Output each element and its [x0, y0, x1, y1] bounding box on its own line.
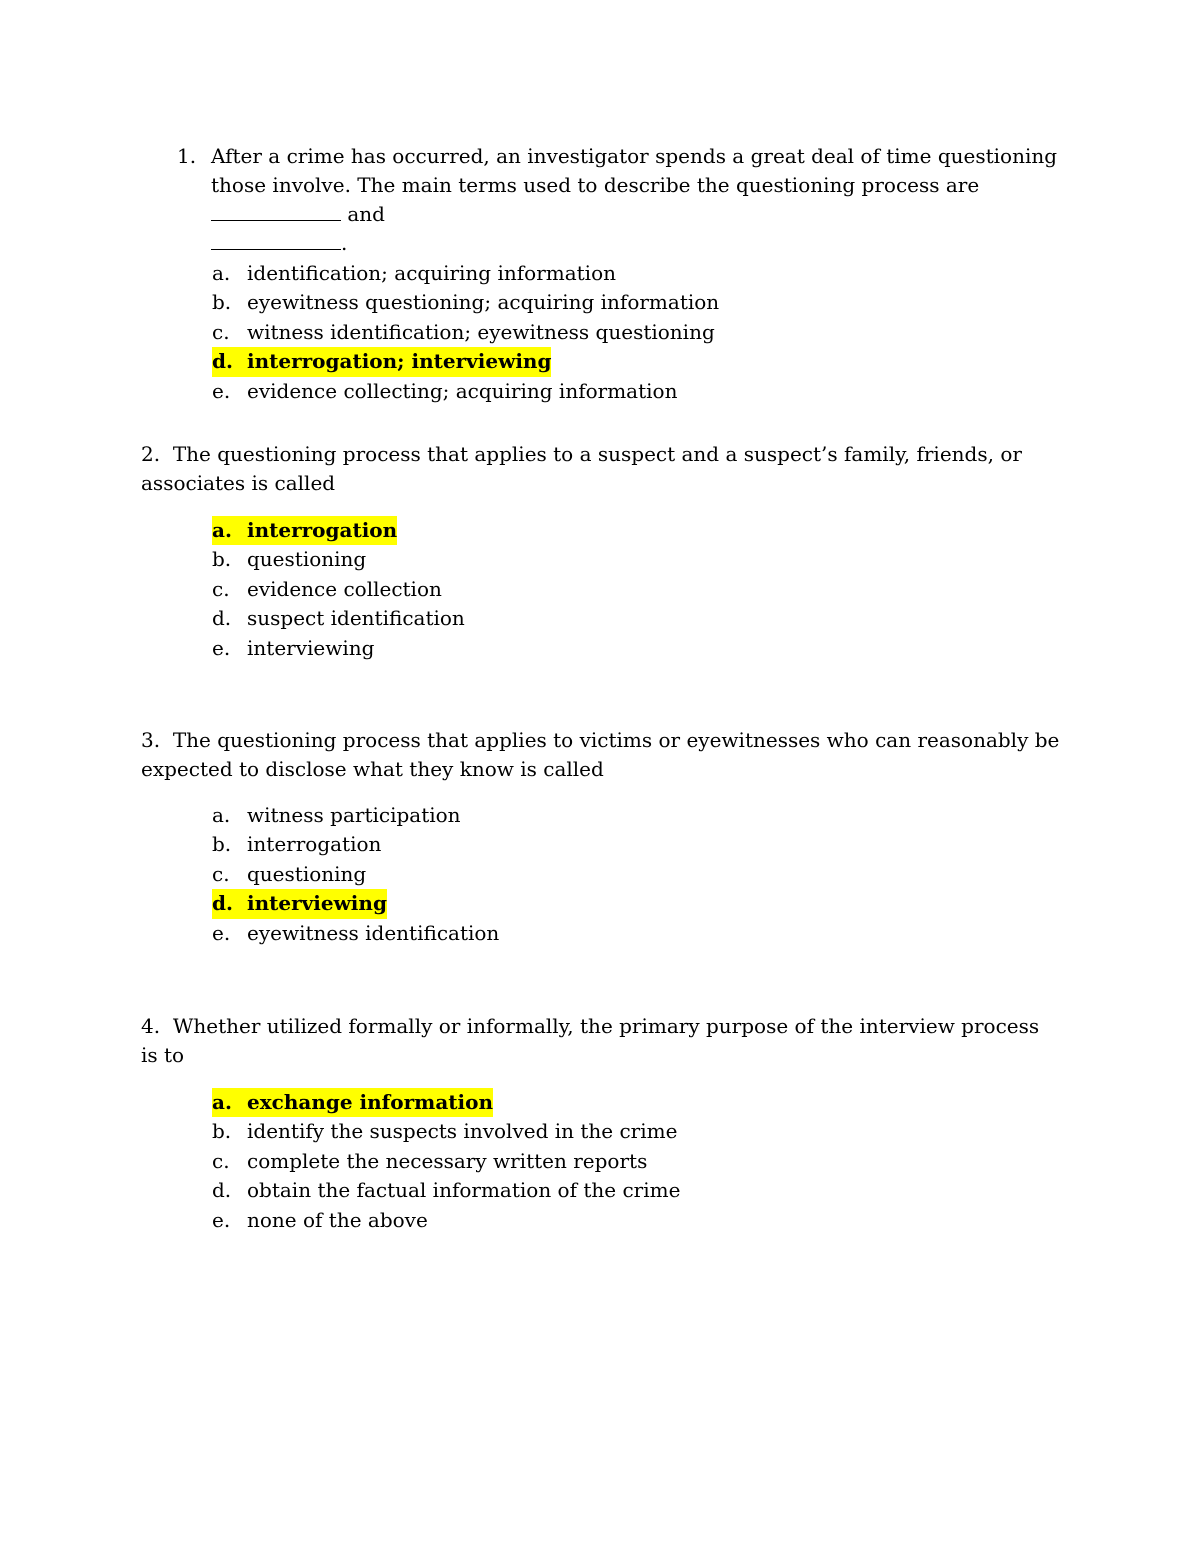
option-letter: d. [212, 889, 247, 918]
answer-option [212, 545, 1061, 574]
answer-option [212, 860, 1061, 889]
answer-option [212, 575, 1061, 604]
option-text: questioning [247, 547, 367, 572]
option-letter: a. [212, 516, 247, 545]
answer-blank [211, 200, 341, 221]
option-letter: e. [212, 920, 231, 945]
option-text: exchange information [247, 1088, 493, 1117]
answer-option [212, 634, 1061, 663]
question-text-part: and [341, 202, 385, 226]
option-text: interrogation [247, 832, 382, 857]
option-text: evidence collecting; acquiring information [247, 378, 678, 403]
answer-option [212, 919, 1061, 948]
option-letter: c. [212, 861, 230, 886]
option-letter: c. [212, 319, 230, 344]
question-text: The questioning process that applies to a suspect and a suspect’s family, friends, or associates is called [141, 442, 1022, 495]
question-number: 1. [177, 144, 197, 168]
answer-option [212, 516, 1061, 545]
option-text: identification; acquiring information [247, 261, 616, 285]
question-text: The questioning process that applies to victims or eyewitnesses who can reasonably be expected to disclose what they know is called [141, 728, 1060, 781]
option-text: obtain the factual information of the crime [247, 1178, 681, 1203]
question-4-stem [141, 1012, 1061, 1070]
option-text: identify the suspects involved in the crime [247, 1119, 678, 1144]
options-list [141, 259, 1061, 406]
option-text: interviewing [247, 635, 375, 660]
question-2-stem [141, 440, 1061, 498]
option-text: none of the above [247, 1207, 428, 1232]
answer-option [212, 1206, 1061, 1235]
option-text: interviewing [247, 889, 387, 918]
answer-option [212, 1147, 1061, 1176]
option-text: witness identification; eyewitness questioning [247, 319, 715, 344]
answer-option [212, 318, 1061, 347]
option-letter: b. [212, 1119, 232, 1144]
options-list [141, 516, 1061, 663]
option-text: suspect identification [247, 606, 465, 631]
option-letter: e. [212, 1207, 231, 1232]
option-letter: a. [212, 803, 231, 827]
option-letter: d. [212, 1178, 232, 1203]
option-letter: c. [212, 1148, 230, 1173]
option-letter: e. [212, 378, 231, 403]
option-letter: b. [212, 832, 232, 857]
option-text: eyewitness questioning; acquiring information [247, 290, 720, 315]
question-text [211, 142, 1061, 258]
option-text: interrogation; interviewing [247, 347, 551, 376]
option-text: interrogation [247, 516, 397, 545]
question-2 [141, 440, 1061, 663]
option-text: evidence collection [247, 576, 442, 601]
answer-option [212, 1088, 1061, 1117]
answer-option [212, 1117, 1061, 1146]
answer-option [212, 604, 1061, 633]
option-text: questioning [247, 861, 367, 886]
question-text-part: After a crime has occurred, an investigator spends a great deal of time questioning those involve. The main terms used to describe the questioning process are [211, 144, 1058, 197]
answer-option [212, 347, 1061, 376]
question-4 [141, 1012, 1061, 1235]
option-letter: e. [212, 635, 231, 660]
question-number: 4. [141, 1014, 161, 1038]
question-number: 3. [141, 728, 161, 752]
option-text: witness participation [247, 803, 461, 827]
option-letter: d. [212, 347, 247, 376]
question-number: 2. [141, 442, 161, 466]
question-1-stem [141, 142, 1061, 258]
question-text-part: . [341, 231, 348, 255]
answer-option [212, 889, 1061, 918]
option-letter: c. [212, 576, 230, 601]
answer-option [212, 1176, 1061, 1205]
answer-option [212, 377, 1061, 406]
answer-option [212, 801, 1061, 830]
answer-option [212, 259, 1061, 288]
option-text: complete the necessary written reports [247, 1148, 648, 1173]
option-letter: a. [212, 261, 231, 285]
option-text: eyewitness identification [247, 920, 500, 945]
options-list [141, 801, 1061, 948]
option-letter: a. [212, 1088, 247, 1117]
option-letter: b. [212, 290, 232, 315]
answer-option [212, 830, 1061, 859]
answer-option [212, 288, 1061, 317]
question-3-stem [141, 726, 1061, 784]
question-text: Whether utilized formally or informally, the primary purpose of the interview process is to [141, 1014, 1040, 1067]
question-1 [141, 142, 1061, 406]
option-letter: d. [212, 606, 232, 631]
question-3 [141, 726, 1061, 948]
options-list [141, 1088, 1061, 1235]
option-letter: b. [212, 547, 232, 572]
answer-blank [211, 229, 341, 250]
